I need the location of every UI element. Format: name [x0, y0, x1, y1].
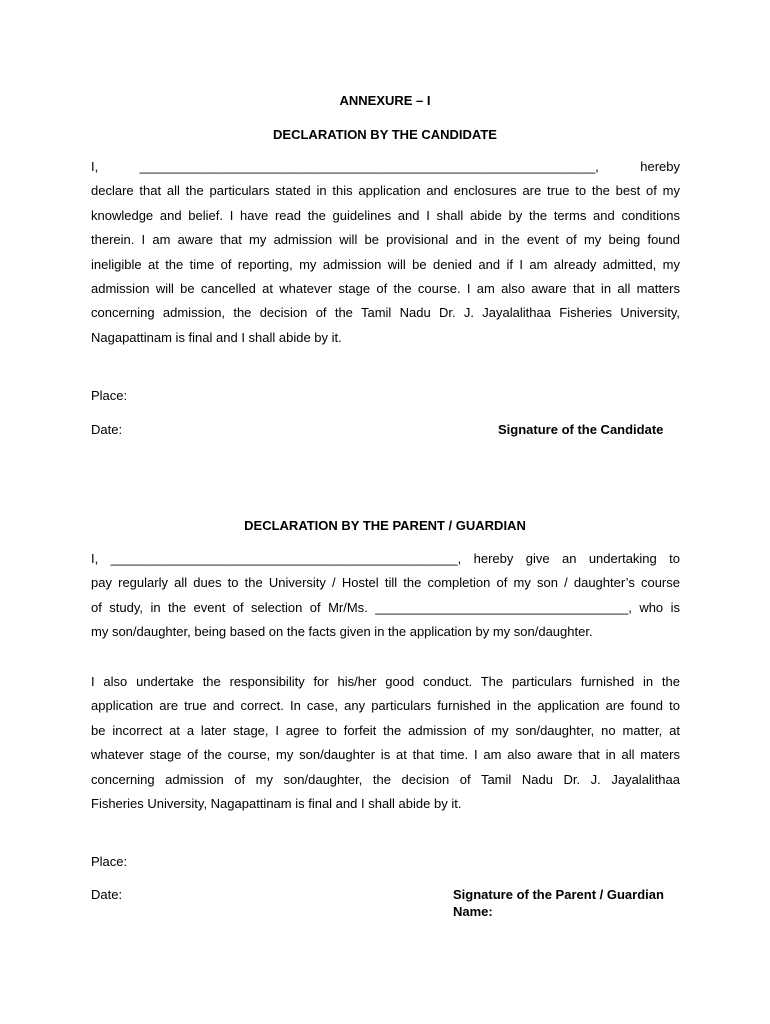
parent-signature-block — [453, 886, 664, 920]
paragraph-line: pay regularly all dues to the University / Hostel till the completion of my son / daughter’s course — [91, 575, 680, 591]
parent-date-label: Date: — [91, 887, 123, 902]
parent-declaration-heading: DECLARATION BY THE PARENT / GUARDIAN — [244, 518, 526, 533]
paragraph-line: be incorrect at a later stage, I agree to forfeit the admission of my son/daughter, no matter, at — [91, 722, 680, 738]
parent-undertaking-paragraph — [91, 670, 680, 816]
candidate-place-label: Place: — [91, 388, 128, 403]
paragraph-line: Nagapattinam is final and I shall abide by it. — [91, 329, 342, 345]
candidate-date-label: Date: — [91, 422, 123, 437]
candidate-declaration-heading: DECLARATION BY THE CANDIDATE — [273, 127, 497, 142]
candidate-signature-label: Signature of the Candidate — [498, 422, 664, 437]
paragraph-line: admission will be cancelled at whatever stage of the course. I am also aware that in all matters — [91, 281, 680, 297]
paragraph-line: concerning admission of my son/daughter, the decision of Tamil Nadu Dr. J. Jayalalithaa — [91, 771, 680, 787]
paragraph-line: I also undertake the responsibility for his/her good conduct. The particulars furnished in the — [91, 674, 680, 689]
parent-declaration-paragraph — [91, 547, 680, 645]
paragraph-line: knowledge and belief. I have read the guidelines and I shall abide by the terms and conditions — [91, 207, 680, 223]
annexure-title: ANNEXURE – I — [339, 93, 431, 108]
parent-name-label: Name: — [453, 904, 493, 919]
paragraph-line: declare that all the particulars stated in this application and enclosures are true to the best of my — [91, 183, 680, 199]
paragraph-line: I, _______________________________________________________________, hereby — [91, 159, 680, 174]
paragraph-line: application are true and correct. In case, any particulars furnished in the application are found to — [91, 698, 680, 714]
paragraph-line: ineligible at the time of reporting, my admission will be denied and if I am already admitted, my — [91, 256, 680, 272]
parent-signature-label: Signature of the Parent / Guardian — [453, 887, 664, 902]
paragraph-line: concerning admission, the decision of the Tamil Nadu Dr. J. Jayalalithaa Fisheries University, — [91, 305, 680, 321]
paragraph-line: of study, in the event of selection of Mr/Ms. ___________________________________, who is — [91, 599, 680, 615]
paragraph-line: my son/daughter, being based on the facts given in the application by my son/daughter. — [91, 624, 593, 640]
paragraph-line: therein. I am aware that my admission will be provisional and in the event of my being found — [91, 232, 680, 248]
paragraph-line: Fisheries University, Nagapattinam is final and I shall abide by it. — [91, 796, 462, 812]
candidate-declaration-paragraph — [91, 155, 680, 350]
paragraph-line: I, ________________________________________________, hereby give an undertaking to — [91, 551, 680, 566]
parent-place-label: Place: — [91, 854, 128, 869]
paragraph-line: whatever stage of the course, my son/daughter is at that time. I am also aware that in all maters — [91, 747, 680, 763]
